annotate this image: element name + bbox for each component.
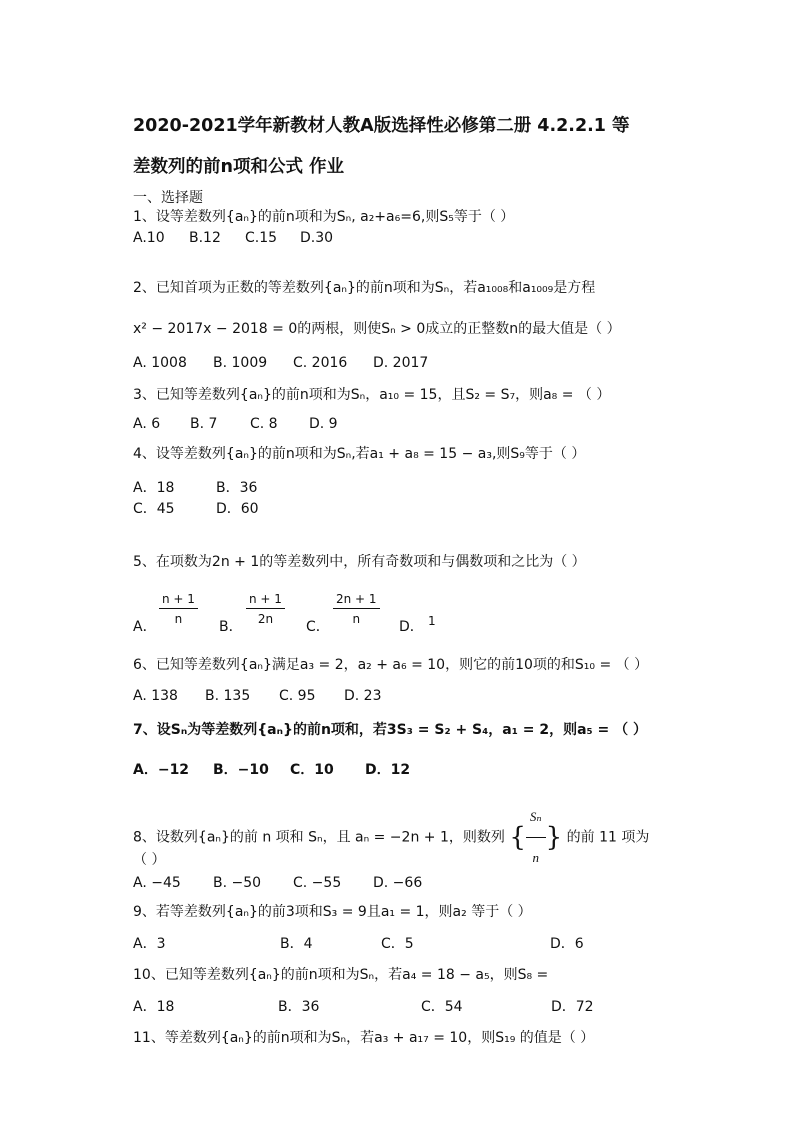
- question-5: 5、在项数为2n + 1的等差数列中，所有奇数项和与偶数项和之比为（ ）: [133, 554, 586, 570]
- q3-option-c: C. 8: [250, 416, 278, 432]
- q5-fraction-c-denominator: n: [352, 612, 361, 626]
- q7-option-d: D．12: [365, 762, 411, 778]
- q3-option-a: A. 6: [133, 416, 161, 432]
- question-10: 10、已知等差数列{aₙ}的前n项和为Sₙ，若a₄ = 18 − a₅，则S₈ =: [133, 967, 549, 983]
- question-1: 1、设等差数列{aₙ}的前n项和为Sₙ, a₂+a₆=6,则S₅等于（ ）: [133, 209, 515, 225]
- q8-fraction: [526, 798, 546, 877]
- q10-option-a: A．18: [133, 999, 175, 1015]
- q6-option-a: A. 138: [133, 688, 178, 704]
- q2-option-b: B. 1009: [213, 355, 268, 371]
- question-9: 9、若等差数列{aₙ}的前3项和S₃ = 9且a₁ = 1，则a₂ 等于（ ）: [133, 904, 532, 920]
- q5-fraction-a-numerator: n + 1: [159, 592, 198, 609]
- q8-fraction-denominator: n: [532, 850, 539, 865]
- q5-label-b: B．: [219, 619, 243, 635]
- q7-option-c: C．10: [290, 762, 334, 778]
- document-title-line2: 差数列的前n项和公式 作业: [133, 157, 345, 177]
- section-heading: 一、选择题: [133, 190, 203, 206]
- q8-option-c: C. −55: [293, 875, 342, 891]
- question-4: 4、设等差数列{aₙ}的前n项和为Sₙ,若a₁ + a₈ = 15 − a₃,则S₉等于（ ）: [133, 446, 586, 462]
- q5-fraction-b-numerator: n + 1: [246, 592, 285, 609]
- q9-option-b: B．4: [280, 936, 313, 952]
- q9-option-c: C．5: [381, 936, 414, 952]
- q8-text-after: 的前 11 项为: [566, 829, 650, 846]
- q6-option-b: B. 135: [205, 688, 251, 704]
- q5-fraction-c: [333, 592, 380, 626]
- q7-option-a: A．−12: [133, 762, 190, 778]
- question-8-line1: [133, 798, 649, 877]
- q4-option-a: A．18: [133, 480, 175, 496]
- q7-option-b: B．−10: [213, 762, 269, 778]
- left-brace-icon: {: [509, 822, 526, 853]
- q3-option-d: D. 9: [309, 416, 338, 432]
- document-title-line1: 2020-2021学年新教材人教A版选择性必修第二册 4.2.2.1 等: [133, 116, 630, 136]
- q1-option-b: B.12: [189, 230, 221, 246]
- question-11: 11、等差数列{aₙ}的前n项和为Sₙ，若a₃ + a₁₇ = 10，则S₁₉ 的值是（ ）: [133, 1030, 595, 1046]
- q4-option-c: C．45: [133, 501, 175, 517]
- q9-option-d: D．6: [550, 936, 584, 952]
- question-2-line2: x² − 2017x − 2018 = 0的两根，则使Sₙ > 0成立的正整数n的最大值是（ ）: [133, 321, 621, 337]
- q8-option-b: B. −50: [213, 875, 262, 891]
- question-7: 7、设Sₙ为等差数列{aₙ}的前n项和，若3S₃ = S₂ + S₄，a₁ = 2，则a₅ = （ ）: [133, 722, 647, 738]
- q1-option-d: D.30: [300, 230, 334, 246]
- q5-option-d-value: 1: [428, 614, 436, 628]
- q2-option-c: C. 2016: [293, 355, 348, 371]
- q5-fraction-a-denominator: n: [174, 612, 183, 626]
- q8-option-d: D. −66: [373, 875, 423, 891]
- q8-text-before: 8、设数列{aₙ}的前 n 项和 Sₙ，且 aₙ = −2n + 1，则数列: [133, 829, 505, 846]
- q2-option-a: A. 1008: [133, 355, 187, 371]
- q5-label-d: D．: [399, 619, 424, 635]
- q1-option-a: A.10: [133, 230, 165, 246]
- q5-fraction-b: [246, 592, 285, 626]
- q8-fraction-numerator: Sₙ: [526, 798, 546, 838]
- q5-fraction-c-numerator: 2n + 1: [333, 592, 380, 609]
- q3-option-b: B. 7: [190, 416, 218, 432]
- question-2-line1: 2、已知首项为正数的等差数列{aₙ}的前n项和为Sₙ，若a₁₀₀₈和a₁₀₀₉是方程: [133, 280, 596, 296]
- q8-option-a: A. −45: [133, 875, 181, 891]
- q5-label-c: C．: [306, 619, 330, 635]
- q6-option-c: C. 95: [279, 688, 316, 704]
- q2-option-d: D. 2017: [373, 355, 429, 371]
- q1-option-c: C.15: [245, 230, 278, 246]
- q10-option-b: B．36: [278, 999, 320, 1015]
- q4-option-d: D．60: [216, 501, 259, 517]
- q5-fraction-a: [159, 592, 198, 626]
- q5-label-a: A．: [133, 619, 157, 635]
- q5-fraction-b-denominator: 2n: [257, 612, 274, 626]
- q10-option-c: C．54: [421, 999, 463, 1015]
- q6-option-d: D. 23: [344, 688, 382, 704]
- question-3: 3、已知等差数列{aₙ}的前n项和为Sₙ，a₁₀ = 15，且S₂ = S₇，则a₈ = （ ）: [133, 387, 611, 403]
- question-8-line2: （ ）: [133, 852, 166, 868]
- q10-option-d: D．72: [551, 999, 594, 1015]
- question-6: 6、已知等差数列{aₙ}满足a₃ = 2，a₂ + a₆ = 10，则它的前10项的和S₁₀ = （ ）: [133, 657, 649, 673]
- q4-option-b: B．36: [216, 480, 258, 496]
- right-brace-icon: }: [545, 822, 563, 853]
- q9-option-a: A．3: [133, 936, 166, 952]
